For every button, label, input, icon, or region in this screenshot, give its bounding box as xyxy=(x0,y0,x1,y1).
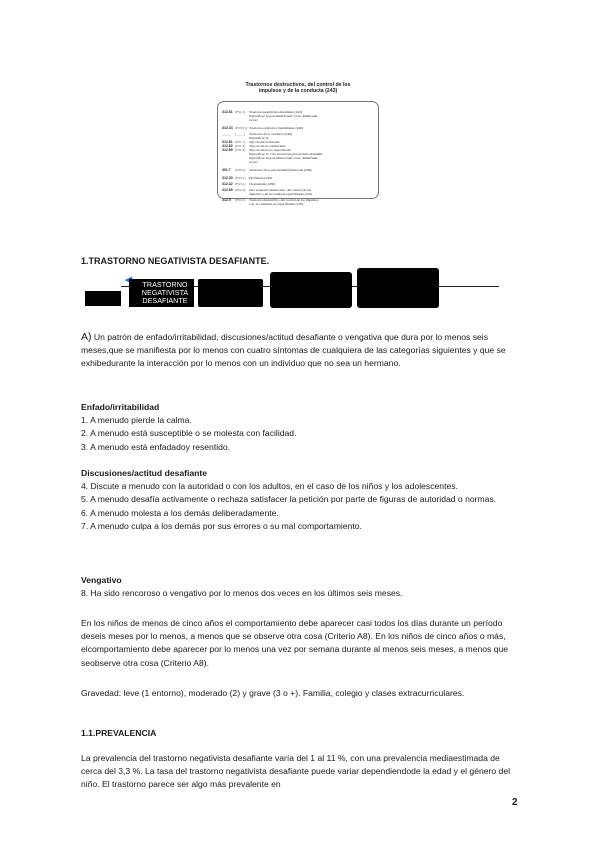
figure-row-text: Piromanía (249) xyxy=(249,176,272,180)
figure-row xyxy=(222,160,258,164)
list-item: 5. A menudo desafía activamente o rechaza satisfacer la petición por parte de figuras de autoridad o normas. xyxy=(81,494,497,505)
figure-row-code: ___._ xyxy=(222,132,231,136)
timeline-label: TRASTORNO NEGATIVISTA DESAFIANTE xyxy=(141,280,189,305)
list-item: 3. A menudo está enfadadoy resentido. xyxy=(81,441,231,452)
figure-row xyxy=(222,118,258,122)
section-title: Discusiones/actitud desafiante xyxy=(81,468,208,478)
figure-row-code: 312.81 xyxy=(222,140,233,144)
figure-row xyxy=(222,168,312,172)
section-title: Vengativo xyxy=(81,575,122,585)
figure-row-text: Otro trastorno destructivo, del control de los xyxy=(249,188,312,192)
figure-row-text: Tipo de inicio no especificado xyxy=(249,148,292,152)
figure-row-icd: (F91.9) xyxy=(235,198,246,202)
figure-row-code: 312.81 xyxy=(222,110,233,114)
list-item: 6. A menudo molesta a los demás deliberadamente. xyxy=(81,507,279,518)
subsection-heading: 1.1.PREVALENCIA xyxy=(81,728,157,738)
figure-row-text: Especificar la gravedad actual: Leve, Moderado, xyxy=(249,114,319,118)
severity-paragraph: Gravedad: leve (1 entorno), moderado (2) y grave (3 o +). Familia, colegio y clases extracurriculares. xyxy=(81,688,465,698)
section-heading: 1.TRASTORNO NEGATIVISTA DESAFIANTE. xyxy=(81,256,270,266)
figure-row-text: Trastorno de la personalidad antisocial (249) xyxy=(249,168,312,172)
figure-row xyxy=(222,202,303,206)
figure-row-icd: (F63.2) xyxy=(235,182,246,186)
figure-row-code: 312.9 xyxy=(222,198,231,202)
timeline-block xyxy=(198,279,263,307)
figure-row-text: Trastorno de la conducta (246) xyxy=(249,132,293,136)
list-item: 1. A menudo pierde la calma. xyxy=(81,415,192,426)
figure-row xyxy=(222,192,312,196)
figure-row-icd: (F91.1) xyxy=(235,140,246,144)
figure-row xyxy=(222,176,272,180)
figure-row-icd: (F63.1) xyxy=(235,176,246,180)
dsm-figure xyxy=(216,80,380,250)
figure-row-text: Trastorno negativista desafiante (243) xyxy=(249,110,303,114)
figure-row xyxy=(222,126,303,130)
timeline-block xyxy=(357,268,439,308)
figure-row-text: impulsos y de la conducta especificado (250) xyxy=(249,192,313,196)
figure-row-text: Cleptomanía (250) xyxy=(249,182,276,186)
figure-row-text: Especificar si: Con emociones prosociales limitadas xyxy=(249,152,323,156)
figure-row-text: Tipo de inicio infantil xyxy=(249,140,280,144)
figure-row-icd: (F91.8) xyxy=(235,188,246,192)
figure-row-text: Grave xyxy=(249,118,258,122)
section-defiance xyxy=(81,467,521,533)
section-anger xyxy=(81,401,521,454)
list-item: 2. A menudo está susceptible o se molesta con facilidad. xyxy=(81,428,297,439)
figure-row-text: Trastorno destructivo, del control de los impulsos xyxy=(249,198,319,202)
timeline-block xyxy=(85,291,121,306)
figure-row-text: Especificar si: xyxy=(249,136,270,140)
figure-row-code: 312.82 xyxy=(222,144,233,148)
figure-row-code: 312.33 xyxy=(222,176,233,180)
figure-row-text: Tipo de inicio adolescente xyxy=(249,144,286,148)
list-item: 4. Discute a menudo con la autoridad o con los adultos, en el caso de los niños y los adolescentes. xyxy=(81,481,458,492)
list-item: 7. A menudo culpa a los demás por sus errores o su mal comportamiento. xyxy=(81,520,362,531)
figure-row-code: 301.7 xyxy=(222,168,231,172)
prevalence-paragraph: La prevalencia del trastorno negativista desafiante varía del 1 al 11 %, con una prevalencia mediaestimada de cerca del 3,3 %. La tasa del trastorno negativista desafiante puede variar dependiendode la edad y el género del niño. El trastorno parece ser algo más prevalente en xyxy=(81,753,511,790)
timeline-block xyxy=(270,272,352,308)
page-number: 2 xyxy=(512,797,518,808)
list-item: 8. Ha sido rencoroso o vengativo por lo menos dos veces en los últimos seis meses. xyxy=(81,588,403,599)
figure-row-text: y de la conducta no especificado (250) xyxy=(249,202,304,206)
figure-row-icd: (F91.9) xyxy=(235,148,246,152)
figure-row-icd: (F91.3) xyxy=(235,110,246,114)
figure-row-text: Trastorno explosivo intermitente (246) xyxy=(249,126,304,130)
section-vindictive xyxy=(81,574,521,600)
figure-row-icd: (F63.81) xyxy=(235,126,248,130)
figure-title: Trastornos destructivos, del control de los impulsos y de la conducta (243) xyxy=(245,82,351,94)
figure-row-icd: (F91.2) xyxy=(235,144,246,148)
figure-row xyxy=(222,182,275,186)
figure-row-icd: (___._) xyxy=(235,132,246,136)
figure-row-code: 312.89 xyxy=(222,188,233,192)
figure-row-code: 312.32 xyxy=(222,182,233,186)
figure-row-icd: (F60.2) xyxy=(235,168,246,172)
figure-row-text: Grave xyxy=(249,160,258,164)
figure-row-code: 312.34 xyxy=(222,126,233,130)
figure-row-text: Especificar la gravedad actual: Leve, Moderado, xyxy=(249,156,319,160)
frequency-paragraph: En los niños de menos de cinco años el comportamiento debe aparecer casi todos los días durante un período deseis meses por lo menos, a menos que se observe otra cosa (Criterio A8). En los niños de cinco años o más, elcomportamiento debe aparecer por lo menos una vez por semana durante al menos seis meses, a menos que seobserve otra cosa (Criterio A8). xyxy=(81,618,509,668)
section-title: Enfado/irritabilidad xyxy=(81,402,160,412)
figure-row-code: 312.89 xyxy=(222,148,233,152)
criterion-a-paragraph: A) Un patrón de enfado/irritabilidad, discusiones/actitud desafiante o vengativa que dura por lo menos seis meses,que se manifiesta por lo menos con cuatro síntomas de cualquiera de las categorías siguientes y que se exhibedurante la interacción por lo menos con un individuo que no sea un hermano. xyxy=(81,331,506,369)
